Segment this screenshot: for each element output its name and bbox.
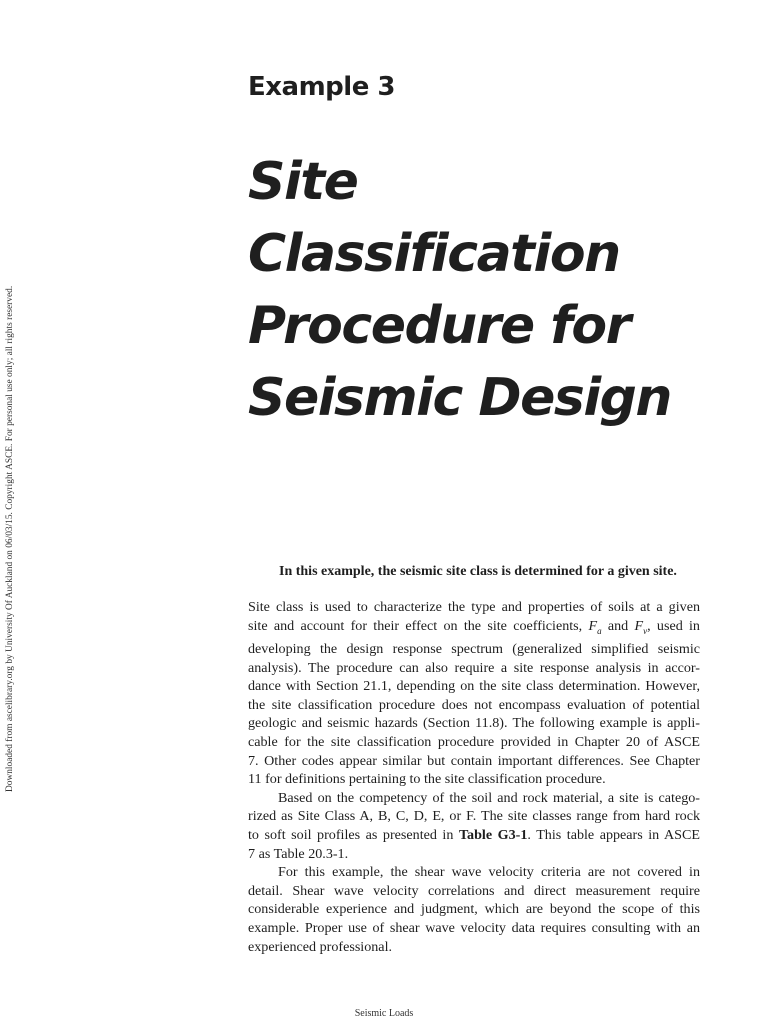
text-line: detail. Shear wave velocity correlations and direct measurement require — [248, 882, 700, 899]
text-line: to soft soil profiles as presented in Table G3-1. This table appears in ASCE — [248, 826, 701, 843]
text-line: Site class is used to characterize the type and properties of soils at a given — [248, 599, 700, 615]
text-line: 11 for definitions pertaining to the site classification procedure. — [248, 771, 606, 788]
intro-summary: In this example, the seismic site class is determined for a given site. — [279, 564, 677, 579]
text-line: the site classification procedure does not encompass evaluation of potential — [248, 696, 700, 713]
text-line: geologic and seismic hazards (Section 11.8). The following example is appli- — [248, 715, 700, 732]
text-line: developing the design response spectrum (generalized simplified seismic — [248, 641, 700, 657]
text-line: Based on the competency of the soil and rock material, a site is catego- — [278, 789, 700, 806]
text-line: experienced professional. — [248, 938, 393, 955]
paragraph-site-categories — [248, 789, 700, 863]
page-title — [248, 146, 728, 434]
text-line: considerable experience and judgment, which are beyond the scope of this — [248, 901, 700, 918]
example-label: Example 3 — [248, 72, 395, 102]
text-line: analysis). The procedure can also require a site response analysis in accor- — [248, 659, 700, 676]
download-copyright-notice: Downloaded from ascelibrary.org by University Of Auckland on 06/03/15. Copyright ASCE. For personal use only; all rights reserved. — [5, 285, 15, 792]
title-line: Classification — [248, 224, 620, 284]
table-reference: Table G3-1 — [458, 826, 528, 843]
text-line: rized as Site Class A, B, C, D, E, or F. The site classes range from hard rock — [248, 808, 700, 825]
text-line: example. Proper use of shear wave velocity data requires consulting with an — [248, 919, 700, 936]
text-line: 7 as Table 20.3-1. — [248, 845, 349, 862]
text-line: dance with Section 21.1, depending on the site class determination. However, — [248, 678, 700, 695]
paragraph-site-class — [248, 598, 700, 789]
text-line: site and account for their effect on the site coefficients, $F_a$ and $F_v$, used in — [248, 617, 700, 636]
page-footer: Seismic Loads — [354, 1008, 414, 1019]
body-text — [248, 598, 700, 956]
title-line: Site — [248, 152, 358, 212]
text-line: For this example, the shear wave velocity criteria are not covered in — [278, 864, 700, 881]
title-line: Seismic Design — [248, 368, 671, 428]
text-line: 7. Other codes appear similar but contain important differences. See Chapter — [248, 752, 700, 769]
title-line: Procedure for — [248, 296, 630, 356]
paragraph-shear-wave — [248, 863, 700, 956]
text-line: cable for the site classification procedure provided in Chapter 20 of ASCE — [248, 733, 700, 750]
